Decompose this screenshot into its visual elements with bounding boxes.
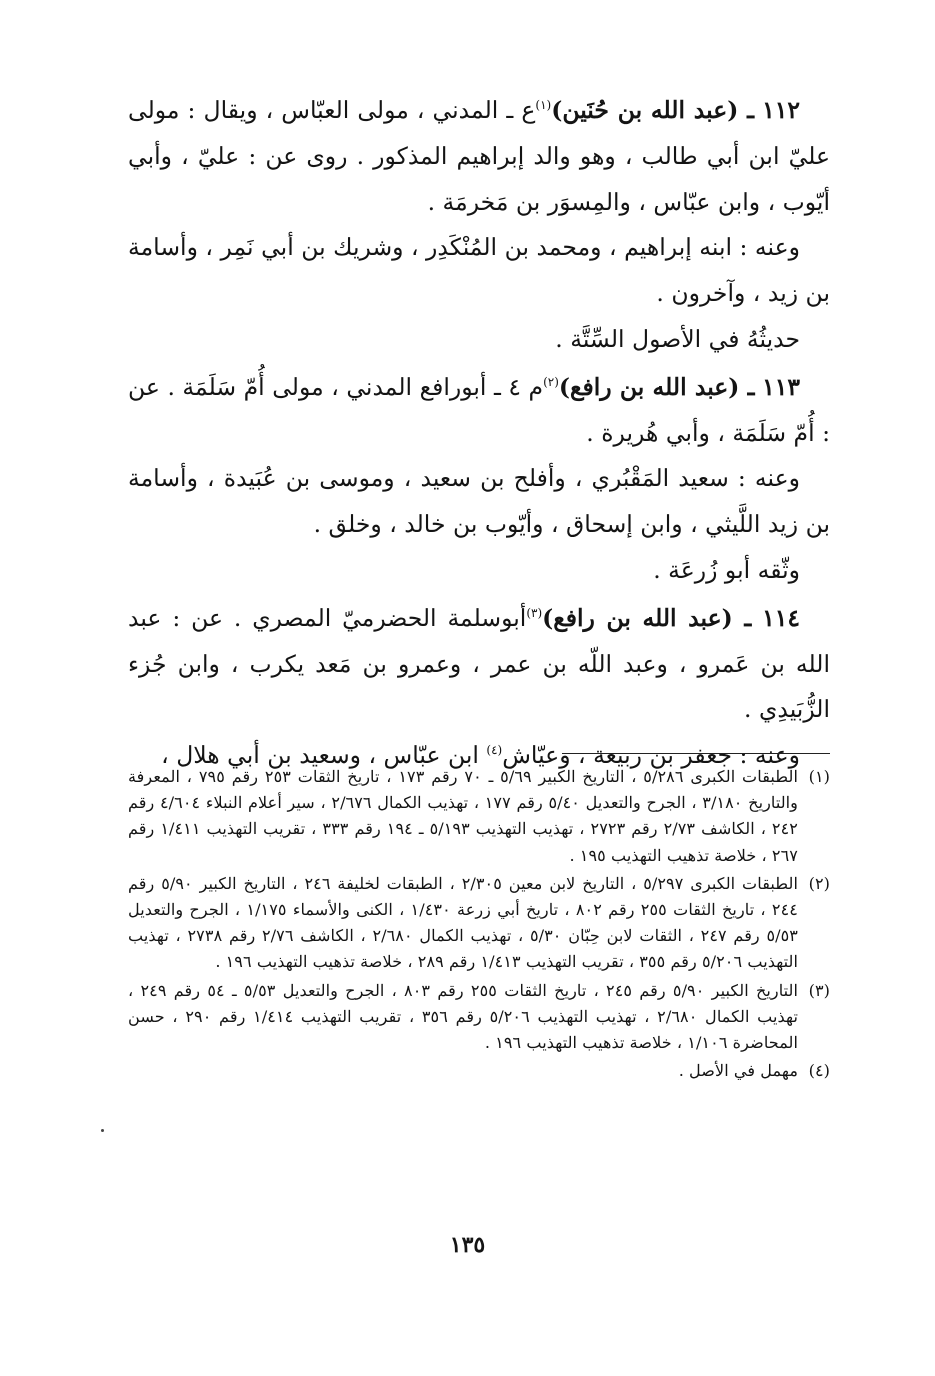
footnote-separator [562, 753, 830, 754]
footnote-text: الطبقات الكبرى ٥/٢٨٦ ، التاريخ الكبير ٥/٦٩ ـ ٧٠ رقم ١٧٣ ، تاريخ الثقات ٢٥٣ رقم ٧٩٥ ، المعرفة والتاريخ ٣/١٨٠ ، الجرح والتعديل ٥/٤٠ رقم ١٧٧ ، تهذيب الكمال ٢/٦٧٦ ، سير أعلام النبلاء ٤/٦٠٤ رقم ٢٤٢ ، الكاشف ٢/٧٣ رقم ٢٧٢٣ ، تهذيب التهذيب ٥/١٩٣ ـ ١٩٤ رقم ٣٣٣ ، تقريب التهذيب ١/٤١١ رقم ٢٦٧ ، خلاصة تذهيب التهذيب ١٩٥ . [128, 767, 798, 865]
entry-heading: ١١٣ ـ (عبد الله بن رافع)$^{(٢)}$م ٤ ـ أبورافع المدني ، مولى أُمّ سَلَمَة . عن : أُمّ سَلَمَة ، وأبي هُريرة . [128, 372, 830, 447]
footnote-text: التاريخ الكبير ٥/٩٠ رقم ٢٤٥ ، تاريخ الثقات ٢٥٥ رقم ٨٠٣ ، الجرح والتعديل ٥/٥٣ ـ ٥٤ رقم ٢٤٩ ، تهذيب الكمال ٢/٦٨٠ ، تهذيب التهذيب ٥/٢٠٦ رقم ٣٥٦ ، تقريب التهذيب ١/٤١٤ رقم ٢٩٠ ، حسن المحاضرة ١/١٠٦ ، خلاصة تذهيب التهذيب ١٩٦ . [128, 980, 798, 1053]
entry-text: وابن عبّاس ، والمِسوَر بن مَخرمَة . [427, 187, 761, 216]
entry-students [128, 225, 830, 317]
entry-text: وعنه : جعفر بن ربيعة ، وعيّاش [502, 741, 800, 770]
footnote-ref: (٣) [526, 605, 543, 620]
entry-name: (عبد الله بن رافع) [542, 603, 733, 632]
entry-text: ابن عبّاس ، وسعيد بن أبي هلال ، [161, 741, 479, 770]
entry-text: زيد اللَّيثي ، وابن إسحاق ، وأيّوب بن خالد ، وخلق . [313, 510, 799, 539]
entry-name: (عبد الله بن حُنَين) [551, 96, 739, 124]
entry-text: سَلَمَة ، وأبي هُريرة . [586, 418, 787, 447]
footnote-text: الطبقات الكبرى ٥/٢٩٧ ، التاريخ لابن معين ٢/٣٠٥ ، الطبقات لخليفة ٢٤٦ ، التاريخ الكبير ٥/٩٠ رقم ٢٤٤ ، تاريخ الثقات ٢٥٥ رقم ٨٠٢ ، تاريخ أبي زرعة ١/٤٣٠ ، الكنى والأسماء ١/١٧٥ ، الجرح والتعديل ٥/٥٣ رقم ٢٤٧ ، الثقات لابن حِبّان ٥/٣٠ ، تهذيب الكمال ٢/٦٨٠ ، الكاشف ٢/٧٦ رقم ٢٧٣٨ ، تهذيب التهذيب ٥/٢٠٦ رقم ٣٥٥ ، تقريب التهذيب ١/٤١٣ رقم ٢٨٩ ، خلاصة تذهيب التهذيب ١٩٦ . [128, 873, 798, 972]
footnote [128, 764, 830, 869]
footnote-marker: (٣) [808, 980, 830, 1000]
entry-note: وثّقه أبو زُرعَة . [653, 555, 800, 584]
entry-heading: ١١٢ ـ (عبد الله بن حُنَين)$^{(١)}$ع ـ المدني ، مولى العبّاس ، ويقال : مولى عليّ ابن أبي طالب ، وهو والد إبراهيم المذكور . روى عن : عليّ ، وأبي أيّوب ، وابن عبّاس ، والمِسوَر بن مَخرمَة . [128, 96, 830, 216]
entry-name: (عبد الله بن رافع) [558, 372, 740, 401]
entry-text: أبوسلمة الحضرميّ المصري . عن : عبد الله بن [128, 603, 831, 678]
entry-text: وعنه : سعيد المَقْبُري ، وأفلح بن سعيد ، وموسى بن عُبَيدة ، وأسامة بن [128, 464, 830, 539]
print-speck [101, 1129, 104, 1132]
entry-students [128, 456, 830, 548]
footnotes [128, 764, 830, 1086]
entry-heading: ١١٤ ـ (عبد الله بن رافع)$^{(٣)}$أبوسلمة الحضرميّ المصري . عن : عبد الله بن عَمرو ، وعبد اللّه بن عمر ، وعمرو بن مَعد يكرب ، وابن جُزء الزُّبَيدِي . [128, 603, 831, 724]
footnote [128, 871, 830, 976]
footnote-ref: (١) [535, 98, 552, 113]
entry-text: بن زيد ، وآخرون . [656, 279, 830, 308]
entry-text: ابن أبي طالب ، وهو والد إبراهيم المذكور . روى عن : عليّ ، وأبي أيّوب ، [128, 141, 830, 216]
footnote [128, 1058, 830, 1084]
entry-number: ١١٣ [762, 372, 800, 401]
footnote [128, 978, 830, 1057]
entry-number: ١١٢ [762, 96, 801, 124]
footnote-marker: (١) [808, 767, 830, 786]
entry-note: حديثُهُ في الأصول السِّتَّة . [555, 324, 800, 353]
entry-text: وعنه : ابنه إبراهيم ، ومحمد بن المُنْكَدِر ، وشريك بن أبي نَمِر ، وأسامة [128, 233, 800, 262]
footnote-marker: (٤) [808, 1061, 830, 1081]
footnote-ref: (٢) [543, 374, 559, 389]
footnote-marker: (٢) [808, 873, 830, 893]
entry-text: عَمرو ، وعبد اللّه بن عمر ، وعمرو بن مَعد يكرب ، وابن جُزء الزُّبَيدِي . [128, 649, 830, 724]
entry-text: ع ـ المدني ، مولى العبّاس ، ويقال : مولى عليّ [128, 96, 830, 170]
main-text [128, 88, 830, 779]
footnote-ref: (٤) [486, 743, 503, 758]
entry-text: م ٤ ـ أبورافع المدني ، مولى أُمّ سَلَمَة . عن : أُمّ [128, 372, 830, 447]
page-number: ١٣٥ [449, 1232, 486, 1258]
footnote-text: مهمل في الأصل . [678, 1061, 798, 1081]
entry-number: ١١٤ [762, 603, 800, 632]
